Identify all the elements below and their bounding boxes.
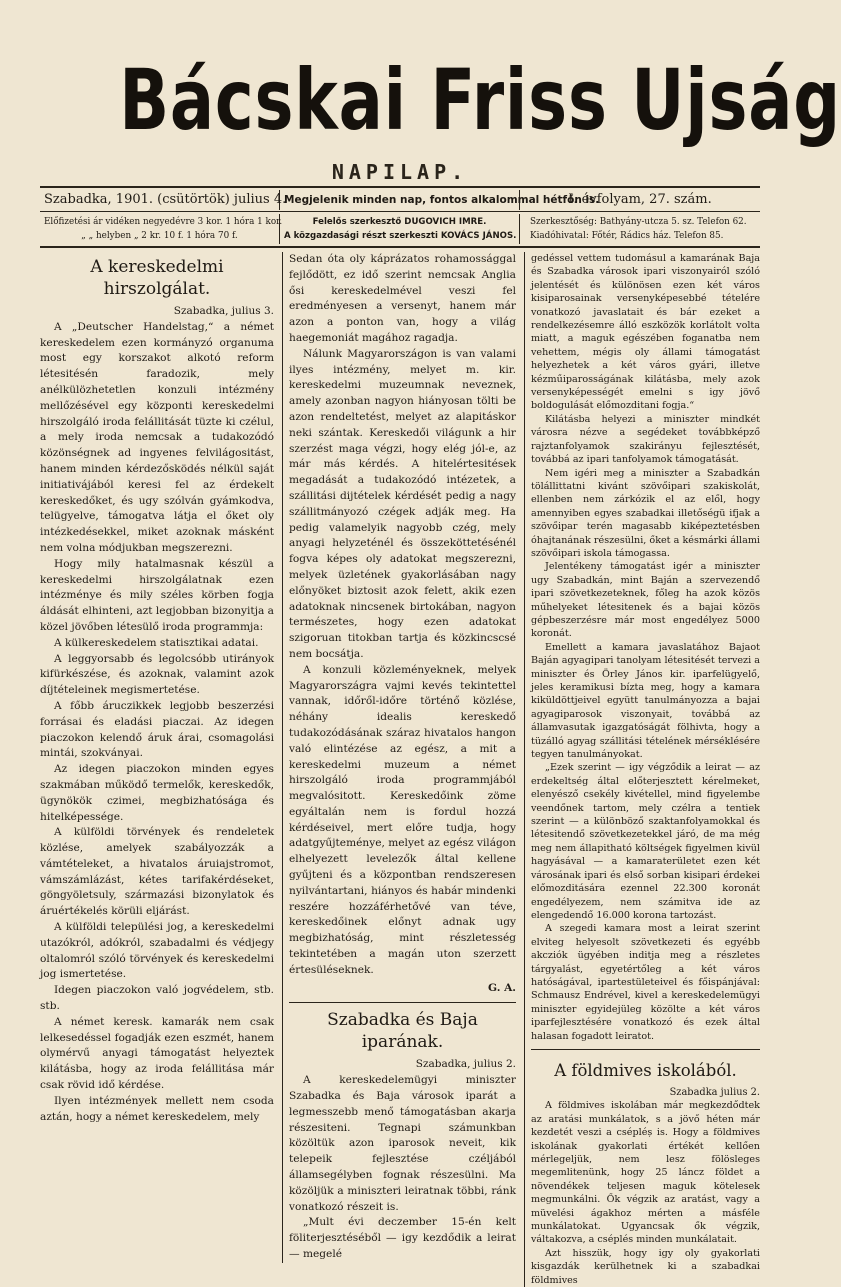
office-line-1: Szerkesztőség: Bathyány-utcza 5. sz. Telefon 62. <box>530 217 747 227</box>
editors <box>280 214 520 244</box>
paragraph: „Mult évi deczember 15-én kelt föliterjesztéséből — igy kezdődik a leirat — megelé <box>289 1216 516 1261</box>
column-3 <box>524 252 760 1287</box>
paragraph: A „Deutscher Handelstag,“ a német kereskedelem ezen kormányzó organuma most egy korszakot alkotó reform létesitésén faradozik, mely anélkülözhetetlen konzuli intézmény mellőzésével egy központi kereskedelmi hirszolgáló iroda felállitását tüzte ki czélul, a mely iroda nemcsak a tudakozódó közönségnek ad ingyenes felvilágositást, hanem minden kérdezősködés nélkül saját initiativájából keresi fel az érdekelt kereskedőket, és ugy szólván gyámkodva, telügyelve, támogatva látja el őket oly intézkedésekkel, miket azoknak másként nem volna módjukban megszerezni. <box>40 320 274 554</box>
publication-frequency: Megjelenik minden nap, fontos alkalommal hétfőn is. <box>280 190 520 210</box>
paragraph: Azt hisszük, hogy igy oly gyakorlati kisgazdák kerülhetnek ki a szabadkai földmives <box>531 1247 760 1286</box>
masthead-bottom-rule <box>40 246 760 248</box>
paragraph: A külföldi települési jog, a kereskedelmi utazókról, adókról, szabadalmi és védjegy oltalomról szóló törvények és kereskedelmi jog ismertetése. <box>40 921 274 981</box>
article-headline: A kereskedelmi hirszolgálat. <box>90 257 224 299</box>
info-row <box>40 190 760 210</box>
masthead-subtitle: NAPILAP. <box>331 160 469 184</box>
article-dateline: Szabadka julius 2. <box>669 1086 760 1098</box>
paragraph: „Ezek szerint — igy végződik a leirat — az erdekeltség által előterjesztett kérelmeket, elenyésző csekély kivétellel, mind figyelembe veendőnek tartom, mely czélra a tentiek szerint — a különböző szaktanfolyamokkal és létesitendő szövetkezetekkel járó, de ma még meg nem állapitható költségek figyelmen kivül hagyásával — a kamaraterületet ezen két városának ipari és első sorban kisipari érdekei előmozditására ezennel 22.300 koronát engedélyezem, nem számitva ide az elengedendő 16.000 korona tartozást. <box>531 762 760 921</box>
article-separator <box>289 1002 516 1003</box>
office-line-2: Kiadóhivatal: Főtér, Rádics ház. Telefon 85. <box>530 231 724 241</box>
paragraph: Nálunk Magyarországon is van valami ilyes intézmény, melyet m. kir. kereskedelmi muzeumnak neveznek, amely azonban nagyon hiányosan tölti be azon rendeltetést, melyet az alapitáskor neki szántak. Kereskedői világunk a hir szerzést maga végzi, hogy elég jól-e, az már más kérdés. A hitelértesitések megadását a tudakozódó intézetek, a szállitási dijtételek kérdését pedig a nagy szállitmányozó czégek adják meg. Ha pedig valamelyik nagyobb czég, mely anyagi helyzeténél és összeköttetésénél fogva képes oly adatokat megszerezni, melyek üzletének gyakorlásában nagy előnyöket biztosit azok felett, akik ezen adatoknak nincsenek birtokában, nagyon természetes, hogy ezen adatokat szigoruan titokban tartja és közkincscsé nem bocsátja. <box>289 347 516 660</box>
article-headline: A földmives iskolából. <box>554 1060 737 1080</box>
office-addresses <box>520 214 760 244</box>
paragraph: Nem igéri meg a miniszter a Szabadkán tölállittatni kivánt szövőipari szakiskolát, ellenben nem zárkózik el az elől, hogy amennyiben egyes szabadkai illetőségü ifjak a szövőipar terén magasabb kiképeztetésben óhajtanának részesülni, őket a késmárki állami szövőipari iskola támogassa. <box>531 467 760 559</box>
column-1 <box>40 252 280 1125</box>
paragraph: Hogy mily hatalmasnak készül a kereskedelmi hirszolgálatnak ezen intézménye és mily széles körben fogja áldását elhinteni, azt legjobban bizonyitja a közel jövőben létesülő iroda programmja: <box>40 557 274 633</box>
issue-date: Szabadka, 1901. (csütörtök) julius 4. <box>40 190 280 210</box>
paragraph: Kilátásba helyezi a miniszter mindkét városra nézve a segédeket továbbképző rajztanfolyamok szakirányu fejlesztését, továbbá az ipari tanfolyamok támogatását. <box>531 413 760 466</box>
paragraph: A főbb áruczikkek legjobb beszerzési forrásai és eladási piaczai. Az idegen piaczokon kelendő áruk árai, csomagolási mintái, szokványai. <box>40 699 274 760</box>
paragraph: Jelentékeny támogatást igér a miniszter ugy Szabadkán, mint Baján a szervezendő ipari szövetkezeteknek, főleg ha azok közös műhelyeket létesitenek és a bajai közös gépbeszerzésre már most engedélyez 5000 koronát. <box>531 561 760 640</box>
editor-line-1: Felelős szerkesztő DUGOVICH IMRE. <box>312 217 487 227</box>
info-rule <box>40 211 760 212</box>
article-separator <box>531 1049 760 1050</box>
editor-line-2: A közgazdasági részt szerkeszti KOVÁCS JÁNOS. <box>284 231 517 241</box>
article-headline: Szabadka és Baja iparának. <box>327 1010 478 1053</box>
author-signature: G. A. <box>488 981 516 994</box>
paragraph: A kereskedelemügyi miniszter Szabadka és Baja városok iparát a legmesszebb menő támogatásban akarja részesiteni. Tegnapi számunkban közöltük azon iparosok neveit, kik telepeik fejlesztése czéljából államsegélyben fognak részesülni. Ma közöljük a miniszteri leiratnak többi, ránk vonatkozó részeit is. <box>289 1074 516 1213</box>
paragraph: A leggyorsabb és legolcsóbb utirányok kifürkészése, és azoknak, valamint azok díjtételeinek megismertetése. <box>40 652 274 697</box>
article-dateline: Szabadka, julius 3. <box>173 305 274 317</box>
paragraph: gedéssel vettem tudomásul a kamarának Baja és Szabadka városok ipari viszonyairól szóló jelentését és különösen ezen két város kisiparosainak versenyképesebbé tételére vonatkozó javaslatait és bár ezeket a rendelkezésemre álló eszközök korlátolt volta miatt, a maguk egészében foganatba nem vehettem, mégis oly állami támogatást helyezhetek a két város gyári, illetve kézműiparosságának kilátásba, mely azok versenyképességét emelni s igy jövő boldogulását előmozditani fogja.“ <box>531 253 760 412</box>
paragraph: A külföldi törvények és rendeletek közlése, amelyek szabályozzák a vámtételeket, a hivatalos áruiajstromot, vámszámlázást, kétes tarifakérdéseket, göngyöletsuly, származási bizonylatok és áruértékelés körüli eljárást. <box>40 826 274 918</box>
subscription-prices <box>40 214 283 244</box>
paragraph: A konzuli közleményeknek, melyek Magyarországra vajmi kevés tekintettel vannak, időről-időre történő közlése, néhány idealis kereskedő tudakozódásának száraz hivatalos hangon való elintézése az egész, a mit a kereskedelmi muzeum a német hirszolgáló iroda programmjából megvalósitott. Kereskedőink zöme egyáltalán nem is fordul hozzá kérdéseivel, mert előre tudja, hogy adatgyűjteménye, melyet az egész világon elhelyezett levelezők által kellene gyűjteni és a központban rendszeresen nyilvántartani, hiányos és habár mindenki reszére hozzáférhetővé van téve, kereskedőinek előnyt adnak ugy megbizhatóság, mint részletesség tekintetében a magán uton szerzett értesüléseknek. <box>289 663 516 976</box>
paragraph: Az idegen piaczokon minden egyes szakmában működő termelők, kereskedők, ügynökök czimei, megbizhatósága és hitelképessége. <box>40 763 274 823</box>
paragraph: Sedan óta oly káprázatos rohamossággal fejlődött, ez idő szerint nemcsak Anglia ősi kereskedelmével veszi fel eredményesen a versenyt, hanem már azon a ponton van, hogy a világ haegemoniát magához ragadja. <box>289 253 516 344</box>
masthead-title: Bácskai Friss Ujság <box>119 51 841 149</box>
paragraph: Emellett a kamara javaslatához Bajaot Baján agyagipari tanolyam létesitését tervezi a miniszter és Örley János kir. iparfelügyelő, jeles keramikusi bízta meg, hogy a kamara kiküldöttjeivel együtt tanulmányozza a bajai agyagiparosok viszonyait, továbbá az államvasutak igazgatóságát fölhivta, hogy a tüzálló agyag szállitási tételének mérséklésére tegyen tanulmányokat. <box>531 641 760 761</box>
paragraph: A külkereskedelem statisztikai adatai. <box>54 636 259 649</box>
article-dateline: Szabadka, julius 2. <box>415 1058 516 1071</box>
top-rule <box>40 186 760 188</box>
paragraph: A német keresk. kamarák nem csak lelkesedéssel fogadják ezen eszmét, hanem olymérvű anyagi támogatást helyeztek kilátásba, hogy az iroda felállitása már csak rövid idő kérdése. <box>40 1015 274 1092</box>
paragraph: A szegedi kamara most a leirat szerint elviteg helyesolt szövetkezeti és egyébb akcziók ügyében inditja meg a részletes tárgyalást, egyetértőleg a két város hatóságával, ipartestületeivel és főispánjával: Schmausz Endrével, kivel a kereskedelemügyi miniszter egyidejüleg közölte a két város iparfejlesztésére vonatkozó és ezek által halasan fogadott leiratot. <box>531 923 760 1042</box>
price-line-2: „ „ helyben „ 2 kr. 10 f. 1 hóra 70 f. <box>81 231 238 241</box>
column-2 <box>282 252 522 1263</box>
price-line-1: Előfizetési ár vidéken negyedévre 3 kor. 1 hóra 1 kor. <box>44 217 283 227</box>
subinfo-row <box>40 214 760 244</box>
paragraph: Ilyen intézmények mellett nem csoda aztán, hogy a német kereskedelem, mely <box>40 1094 274 1123</box>
paragraph: Idegen piaczokon való jogvédelem, stb. stb. <box>40 984 274 1013</box>
volume-number: I. évfolyam, 27. szám. <box>568 192 712 207</box>
paragraph: A földmives iskolában már megkezdődtek az aratási munkálatok, s a jövő héten már kezdetét veszi a csépléș is. Hogy a földmives iskolának gyakorlati értékét kellően mérlegeljük, nem lesz fölösleges megemlitenünk, hogy 25 láncz földet a növendékek teljesen maguk kötelesek megmunkálni. Ők végzik az aratást, vagy a müvelési ágakhoz mérten a másféle munkálatokat. Ugyancsak ők végzik, váltakozva, a cséplés minden munkálatait. <box>531 1100 760 1246</box>
